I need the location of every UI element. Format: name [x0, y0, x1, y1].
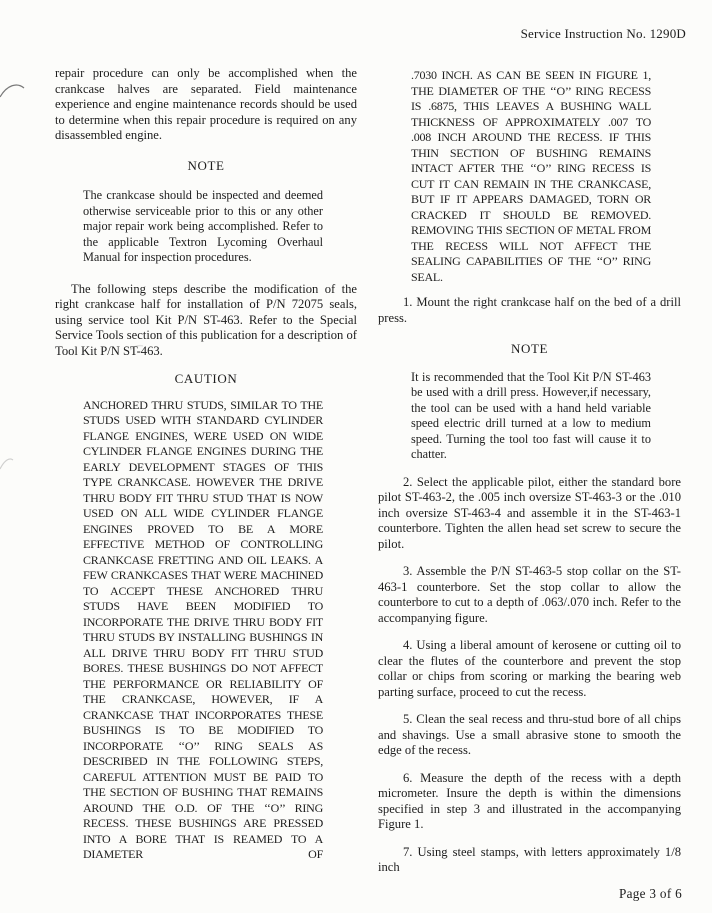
paragraph-following-steps: The following steps describe the modification of the right crankcase half for installation of P/N 72075 seals, using service tool Kit P/N ST-463. Refer to the Special Service Tools section of this publication for a description of Tool Kit P/N ST-463.: [55, 281, 357, 358]
note-body-left: The crankcase should be inspected and deemed otherwise serviceable prior to this or any other major repair work being accomplished. Refer to the applicable Textron Lycoming Overhaul Manual for inspection procedures.: [83, 188, 323, 264]
step-2: 2. Select the applicable pilot, either the standard bore pilot ST-463-2, the .005 inch oversize ST-463-3 or the .010 inch oversize ST-463-4 and assemble it in the ST-463-1 counterbore. Tighten the allen head set screw to secure the pilot.: [378, 474, 681, 551]
step-3: 3. Assemble the P/N ST-463-5 stop collar on the ST-463-1 counterbore. Set the stop collar to allow the counterbore to cut to a depth of .063/.070 inch. Refer to the accompanying figure.: [378, 564, 681, 625]
document-title: Service Instruction No. 1290D: [520, 26, 686, 41]
note-body-right: It is recommended that the Tool Kit P/N ST-463 be used with a drill press. However,if necessary, the tool can be used with a hand held variable speed electric drill turned at a low to medium speed. Turning the tool too fast will cause it to chatter.: [411, 369, 651, 461]
note-heading-left: NOTE: [187, 157, 225, 173]
left-column: [55, 66, 357, 863]
step-1: 1. Mount the right crankcase half on the bed of a drill press.: [378, 295, 681, 325]
caution-heading: CAUTION: [174, 371, 238, 386]
scan-mark-curve-top-left: [0, 76, 26, 102]
note-heading-right: NOTE: [510, 341, 549, 356]
step-6: 6. Measure the depth of the recess with a depth micrometer. Insure the depth is within the dimensions specified in step 3 and illustrated in the accompanying Figure 1.: [378, 770, 681, 831]
caution-body-continued: .7030 INCH. AS CAN BE SEEN IN FIGURE 1, THE DIAMETER OF THE ‘‘O’’ RING RECESS IS .6875, THIS LEAVES A BUSHING WALL THICKNESS OF APPROXIMATELY .007 TO .008 INCH AROUND THE RECESS. IF THIS THIN SECTION OF BUSHING REMAINS INTACT AFTER THE ‘‘O’’ RING RECESS IS CUT IT CAN REMAIN IN THE CRANKCASE, BUT IF IT APPEARS DAMAGED, TORN OR CRACKED IT SHOULD BE REMOVED. REMOVING THIS SECTION OF METAL FROM THE RECESS WILL NOT AFFECT THE SEALING CAPABILITIES OF THE ‘‘O’’ RING SEAL.: [411, 68, 651, 284]
caution-body: ANCHORED THRU STUDS, SIMILAR TO THE STUDS USED WITH STANDARD CYLINDER FLANGE ENGINES, WERE USED ON WIDE CYLINDER FLANGE ENGINES DURING THE EARLY DEVELOPMENT STAGES OF THIS TYPE CRANKCASE. HOWEVER THE DRIVE THRU BODY FIT THRU STUD THAT IS NOW USED ON ALL WIDE CYLINDER FLANGE ENGINES PROVED TO BE A MORE EFFECTIVE METHOD OF CONTROLLING CRANKCASE FRETTING AND OIL LEAKS. A FEW CRANKCASES THAT WERE MACHINED TO ACCEPT THESE ANCHORED THRU STUDS HAVE BEEN MODIFIED TO INCORPORATE THE DRIVE THRU BODY FIT THRU STUDS BY INSTALLING BUSHINGS IN ALL DRIVE THRU BODY FIT THRU STUD BORES. THESE BUSHINGS DO NOT AFFECT THE PERFORMANCE OR RELIABILITY OF THE CRANKCASE, HOWEVER, IF A CRANKCASE THAT INCORPORATES THESE BUSHINGS IS TO BE MODIFIED TO INCORPORATE ‘‘O’’ RING SEALS AS DESCRIBED IN THE FOLLOWING STEPS, CAREFUL ATTENTION MUST BE PAID TO THE SECTION OF BUSHING THAT REMAINS AROUND THE O.D. OF THE ‘‘O’’ RING RECESS. THESE BUSHINGS ARE PRESSED INTO A BORE THAT IS REAMED TO A DIAMETER OF: [83, 397, 323, 861]
step-4: 4. Using a liberal amount of kerosene or cutting oil to clear the flutes of the counterbore and prevent the stop collar or chips from scoring or marking the bearing web parting surface, proceed to cut the recess.: [378, 638, 681, 699]
step-5: 5. Clean the seal recess and thru-stud bore of all chips and shavings. Use a small abrasive stone to smooth the edge of the recess.: [378, 712, 681, 757]
page-number: Page 3 of 6: [619, 886, 682, 901]
paragraph-intro: repair procedure can only be accomplished when the crankcase halves are separated. Field maintenance experience and engine maintenance records should be used to determine when this repair procedure is required on any disassembled engine.: [55, 66, 357, 142]
right-column: [378, 64, 681, 876]
step-7: 7. Using steel stamps, with letters approximately 1/8 inch: [378, 844, 681, 874]
scan-mark-curve-mid-left: [0, 452, 16, 474]
